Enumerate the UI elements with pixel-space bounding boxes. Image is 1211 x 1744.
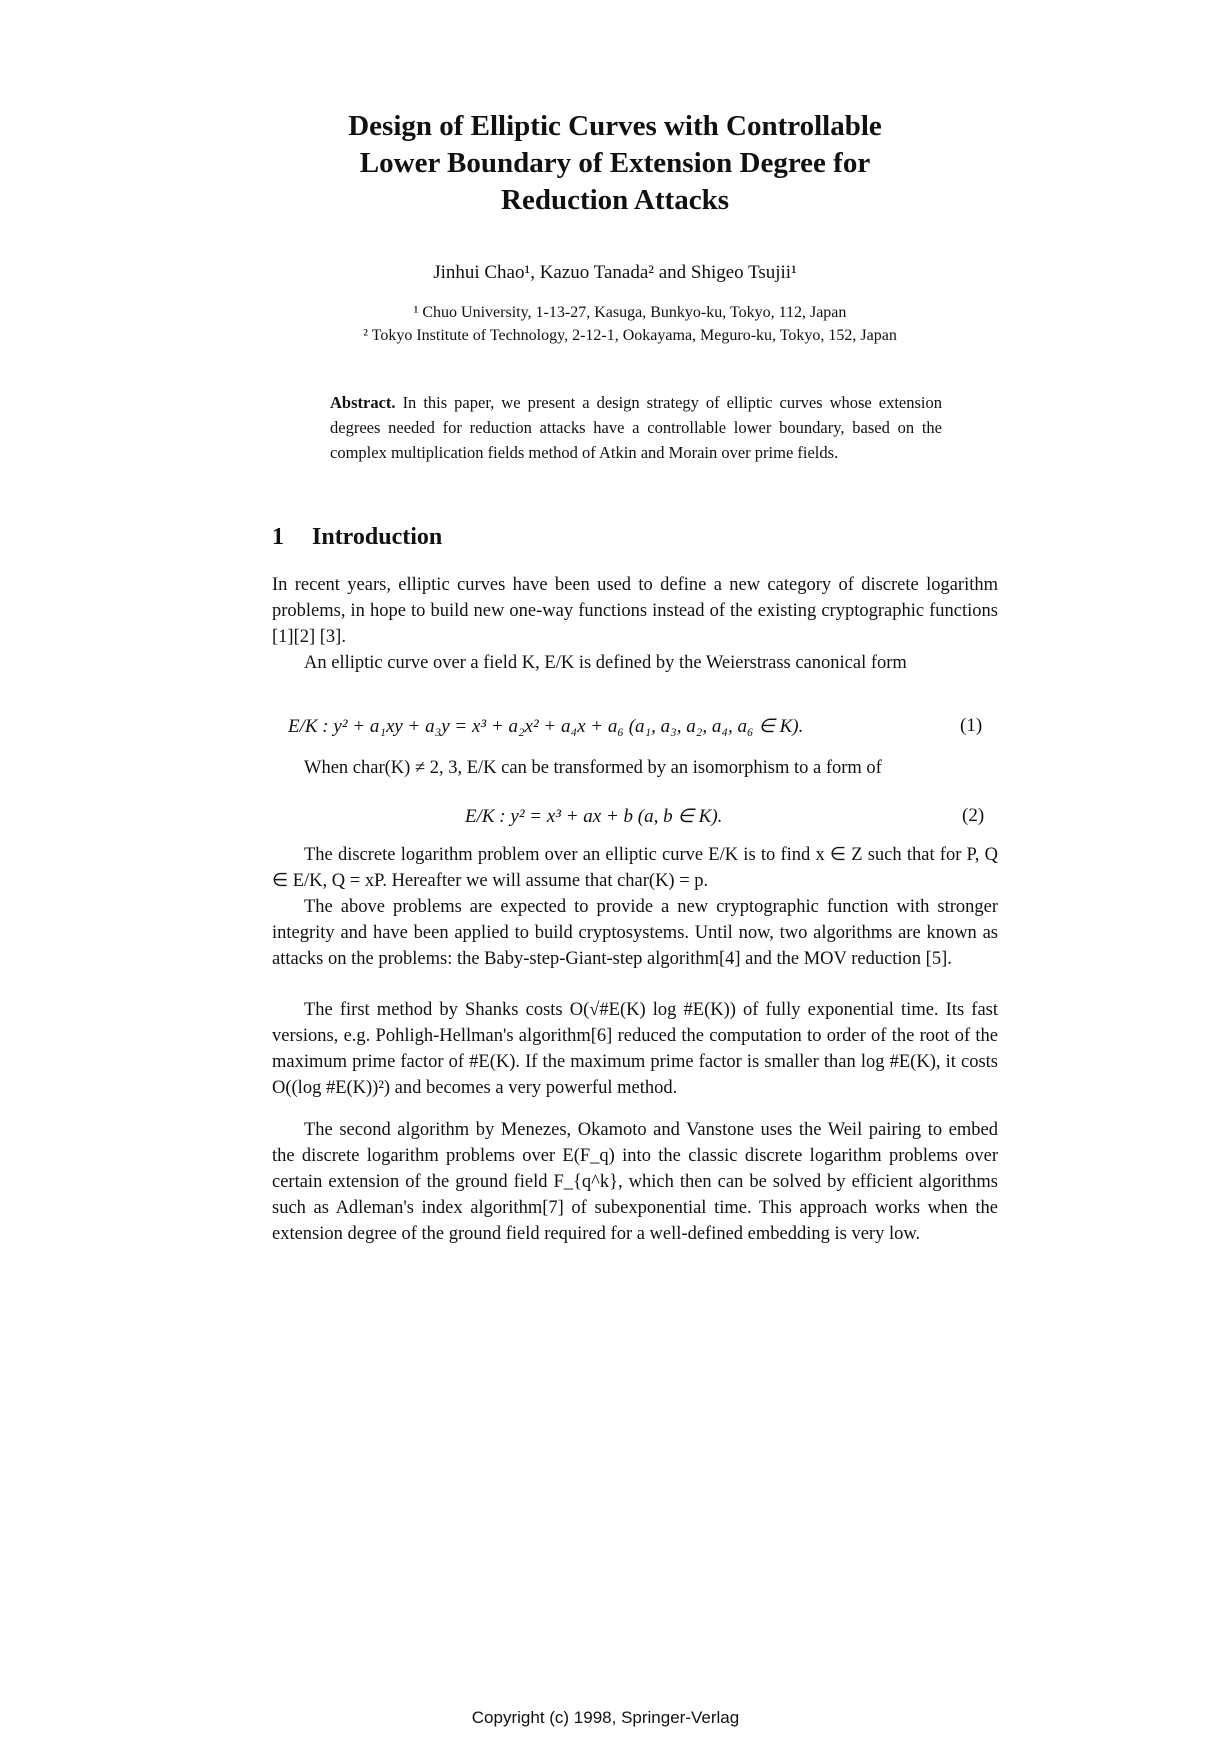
- title-line-1: Design of Elliptic Curves with Controllable: [348, 110, 882, 142]
- paragraph-3: When char(K) ≠ 2, 3, E/K can be transformed by an isomorphism to a form of: [304, 758, 882, 778]
- title-line-3: Reduction Attacks: [501, 184, 729, 216]
- paragraph-6: The first method by Shanks costs O(√#E(K) log #E(K)) of fully exponential time. Its fast versions, e.g. Pohligh-Hellman's algorithm[6] reduced the computation to order of the root of the maximum prime factor of #E(K). If the maximum prime factor is smaller than log #E(K), it costs O((log #E(K))²) and becomes a very powerful method.: [272, 1000, 998, 1098]
- title-line-2: Lower Boundary of Extension Degree for: [359, 147, 871, 179]
- section-title: Introduction: [312, 524, 443, 550]
- equation-2: E/K : y² = x³ + ax + b (a, b ∈ K).: [465, 806, 723, 827]
- section-heading: [272, 524, 442, 551]
- equation-1-number: (1): [960, 715, 983, 736]
- paragraph-4: The discrete logarithm problem over an elliptic curve E/K is to find x ∈ Z such that for P, Q ∈ E/K, Q = xP. Hereafter we will assume that char(K) = p.: [272, 845, 998, 891]
- equation-2-number: (2): [962, 805, 985, 826]
- paragraph-1: In recent years, elliptic curves have been used to define a new category of discrete logarithm problems, in hope to build new one-way functions instead of the existing cryptographic functions [1][2] [3].: [272, 575, 998, 647]
- copyright-footer: Copyright (c) 1998, Springer-Verlag: [471, 1708, 740, 1727]
- paragraph-7: The second algorithm by Menezes, Okamoto and Vanstone uses the Weil pairing to embed the discrete logarithm problems over E(F_q) into the classic discrete logarithm problems over certain extension of the ground field F_{q^k}, which then can be solved by efficient algorithms such as Adleman's index algorithm[7] of subexponential time. This approach works when the extension degree of the ground field required for a well-defined embedding is very low.: [272, 1120, 998, 1244]
- paper-title: [250, 108, 980, 219]
- affiliation-1: ¹ Chuo University, 1-13-27, Kasuga, Bunkyo-ku, Tokyo, 112, Japan: [413, 304, 847, 321]
- abstract: [330, 390, 942, 465]
- affiliation-2: ² Tokyo Institute of Technology, 2-12-1, Ookayama, Meguro-ku, Tokyo, 152, Japan: [363, 327, 897, 344]
- equation-1: E/K : y² + a₁xy + a₃y = x³ + a₂x² + a₄x + a₆ (a₁, a₃, a₂, a₄, a₆ ∈ K).: [288, 716, 804, 737]
- abstract-text: In this paper, we present a design strategy of elliptic curves whose extension degrees needed for reduction attacks have a controllable lower boundary, based on the complex multiplication fields method of Atkin and Morain over prime fields.: [330, 393, 943, 462]
- author-list: Jinhui Chao¹, Kazuo Tanada² and Shigeo Tsujii¹: [433, 262, 797, 283]
- paragraph-5: The above problems are expected to provide a new cryptographic function with stronger integrity and have been applied to build cryptosystems. Until now, two algorithms are known as attacks on the problems: the Baby-step-Giant-step algorithm[4] and the MOV reduction [5].: [272, 897, 998, 969]
- section-number: 1: [272, 524, 284, 550]
- abstract-label: Abstract.: [330, 393, 396, 412]
- paragraph-2: An elliptic curve over a field K, E/K is defined by the Weierstrass canonical form: [304, 653, 907, 673]
